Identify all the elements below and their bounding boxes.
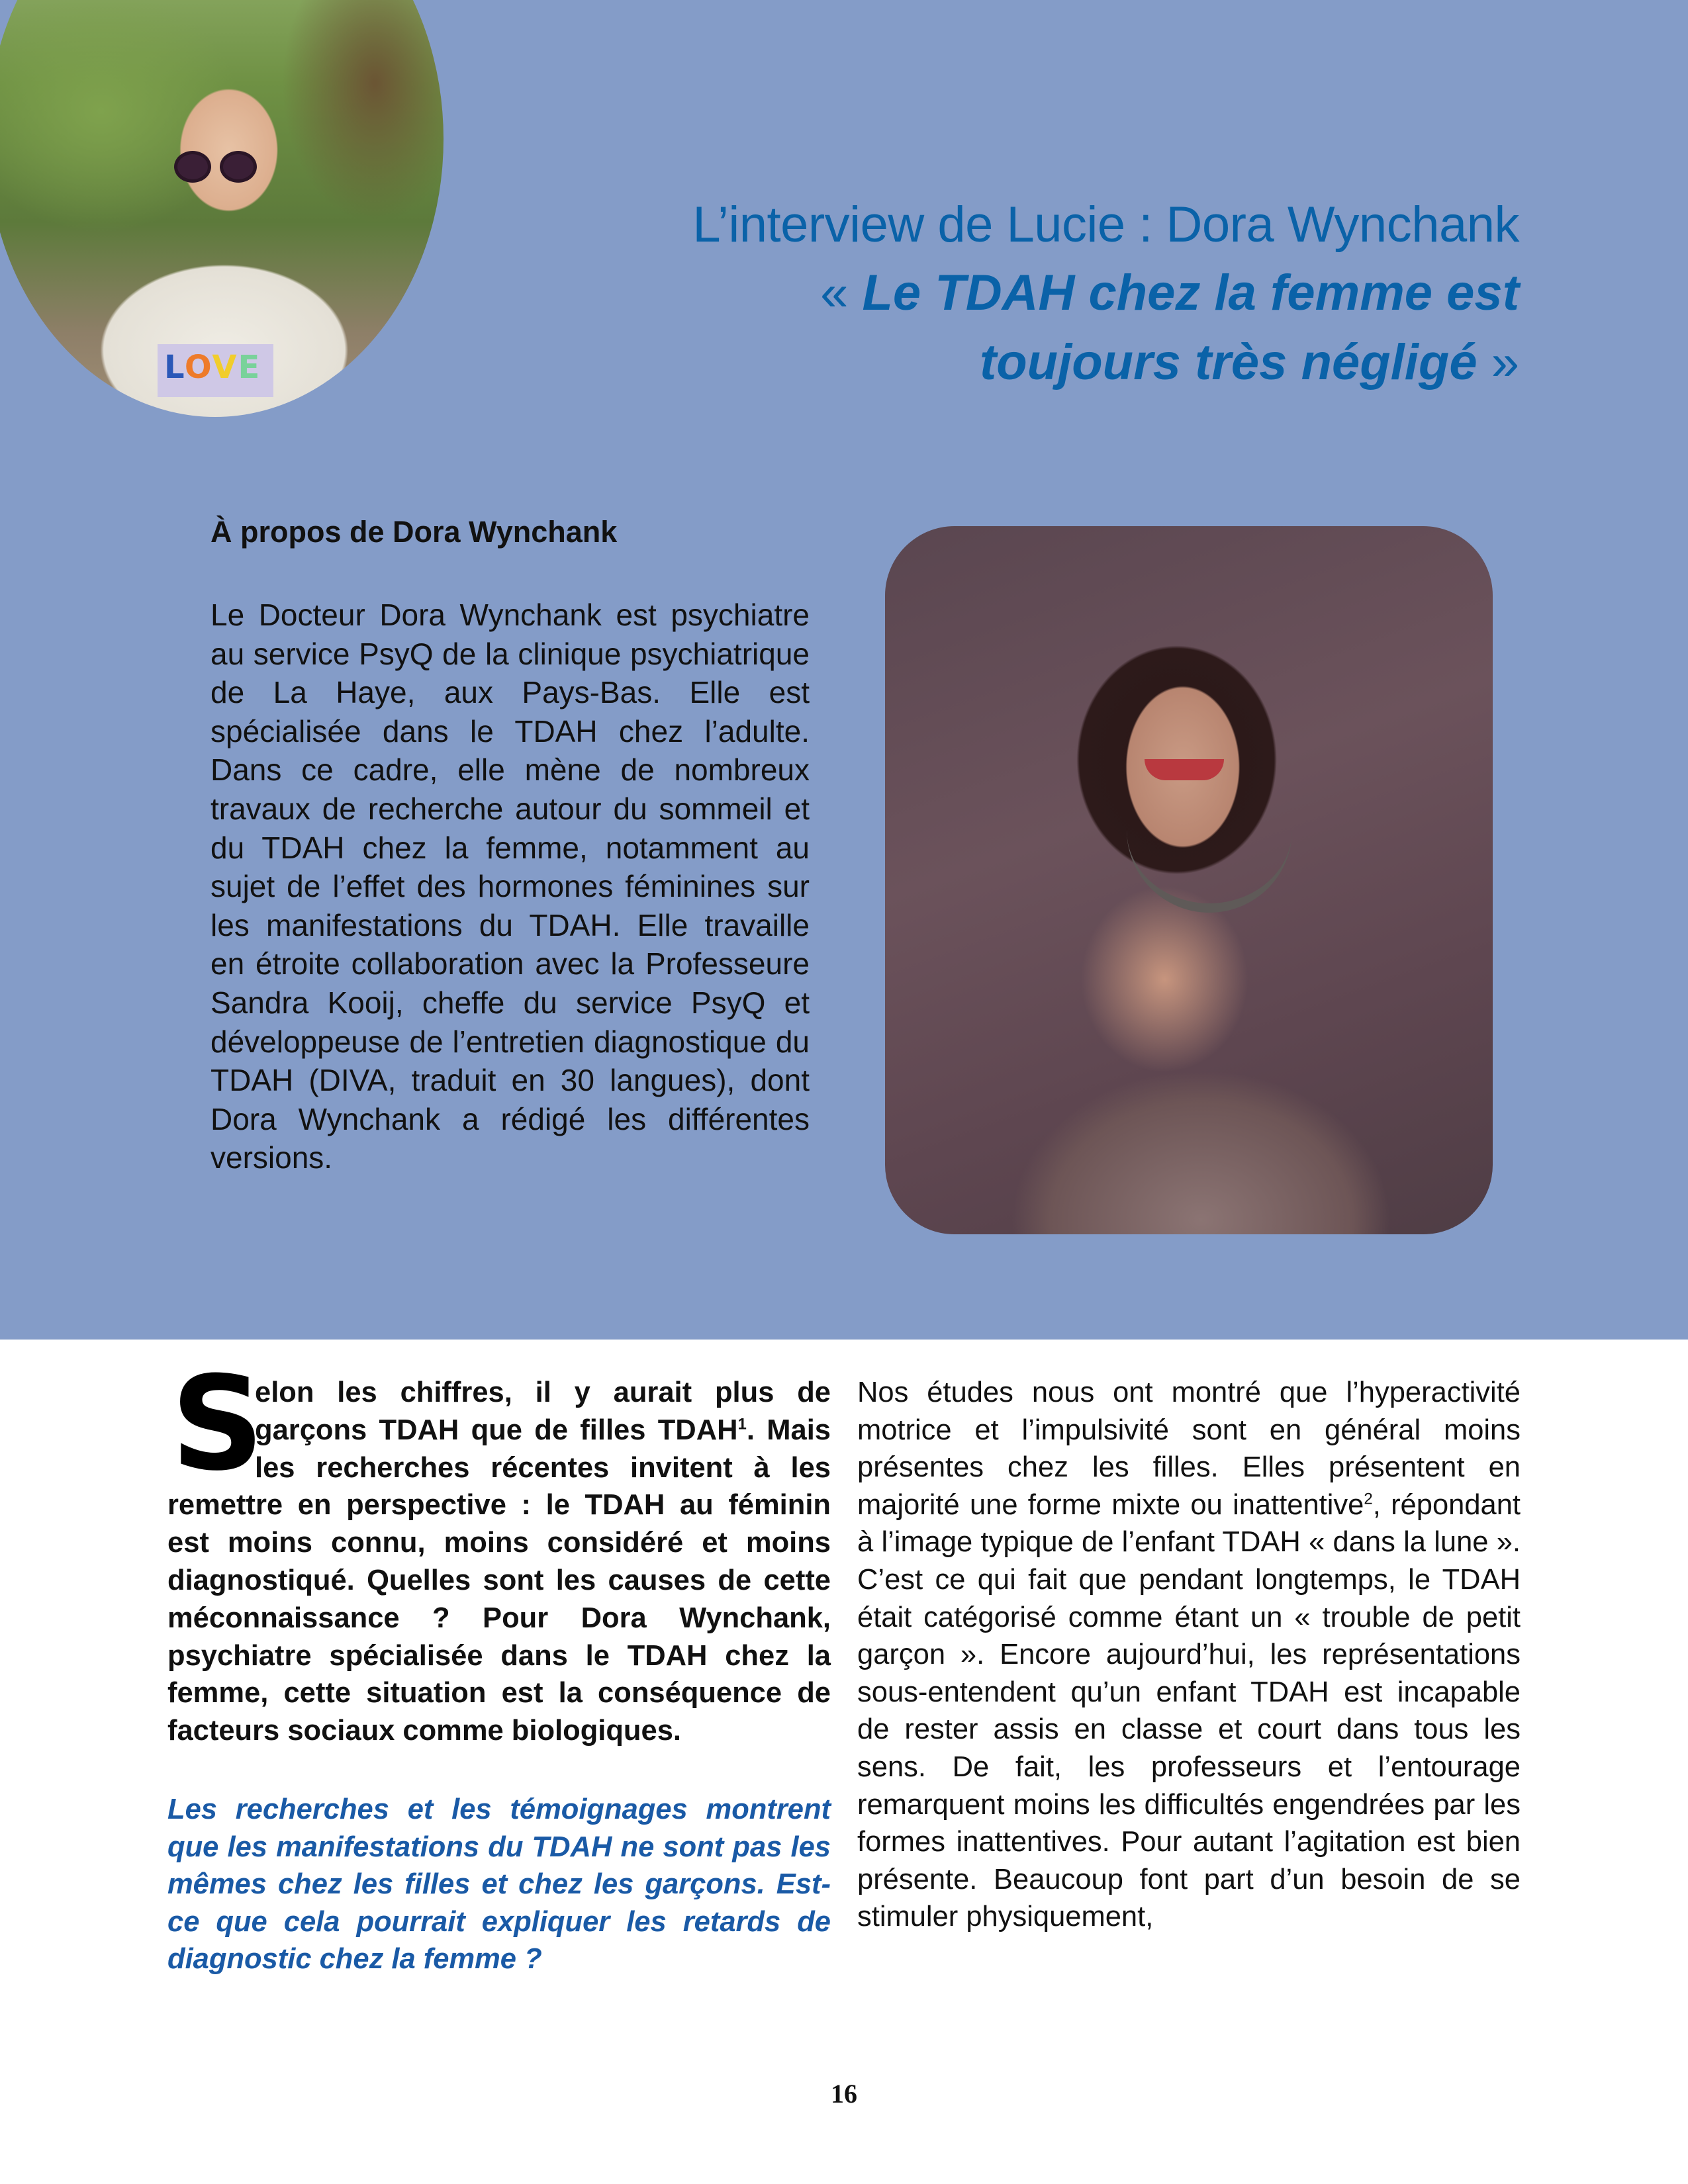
footnote-ref: 2 <box>1364 1490 1373 1508</box>
drop-cap-spacer <box>167 1374 255 1486</box>
article-title <box>460 192 1519 397</box>
about-body: Le Docteur Dora Wynchank est psychiatre au service PsyQ de la clinique psychiatrique de La Haye, aux Pays-Bas. Elle est spécialisée dans le TDAH chez l’adulte. Dans ce cadre, elle mène de nombreux travaux de recherche autour du sommeil et du TDAH chez la femme, notamment au sujet de l’effet des hormones féminines sur les manifestations du TDAH. Elle travaille en étroite collaboration avec la Professeure Sandra Kooij, cheffe du service PsyQ et développeuse de l’entretien diagnostique du TDAH (DIVA, traduit en 30 langues), dont Dora Wynchank a rédigé les différentes versions. <box>211 598 810 1175</box>
about-heading: À propos de Dora Wynchank <box>211 515 618 549</box>
portrait-photo <box>885 526 1493 1234</box>
page-number: 16 <box>831 2079 857 2109</box>
portrait-detail <box>1145 759 1224 780</box>
headline-quote-line1: « Le TDAH chez la femme est <box>820 265 1519 321</box>
portrait-detail <box>1127 817 1292 913</box>
shirt-print: LOVE <box>158 344 273 397</box>
article-intro: elon les chiffres, il y aurait plus de garçons TDAH que de filles TDAH$^1$. Mais les recherches récentes invitent à les remettre en perspective : le TDAH au féminin est moins connu, moins considéré et moins diagnostiqué. Quelles sont les causes de cette méconnaissance ? Pour Dora Wynchank, psychiatre spécialisée dans le TDAH chez la femme, cette situation est la conséquence de facteurs sociaux comme biologiques. <box>167 1374 831 1750</box>
sunglasses <box>174 151 257 183</box>
footnote-ref: 1 <box>737 1415 747 1433</box>
drop-cap: S <box>171 1349 265 1500</box>
interview-question: Les recherches et les témoignages montrent que les manifestations du TDAH ne sont pas les mêmes chez les filles et chez les garçons. Est-ce que cela pourrait expliquer les retards de diagnostic chez la femme ? <box>167 1794 831 1975</box>
interview-answer: Nos études nous ont montré que l’hyperactivité motrice et l’impulsivité sont en général moins présentes chez les filles. Elles présentent en majorité une forme mixte ou inattentive$^2$, répondant à l’image typique de l’enfant TDAH « dans la lune ». C’est ce qui fait que pendant longtemps, le TDAH était catégorisé comme étant un « trouble de petit garçon ». Encore aujourd’hui, les représentations sous-entendent qu’un enfant TDAH est incapable de rester assis en classe et court dans tous les sens. De fait, les professeurs et l’entourage remarquent moins les difficultés engendrées par les formes inattentives. Pour autant l’agitation est bien présente. Beaucoup font part d’un besoin de se stimuler physiquement, <box>857 1377 1521 1933</box>
interview-title: L’interview de Lucie : Dora Wynchank <box>692 197 1519 253</box>
headline-quote-line2: toujours très négligé » <box>979 334 1519 390</box>
